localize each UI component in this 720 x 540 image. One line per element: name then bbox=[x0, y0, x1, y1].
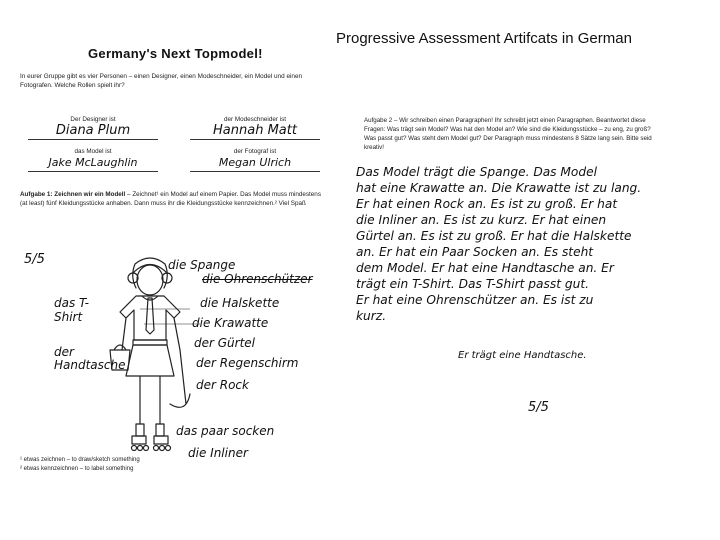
footnotes bbox=[20, 456, 325, 474]
drawing-label: die Spange bbox=[168, 258, 236, 272]
role-model bbox=[28, 148, 158, 172]
paragraph-line: an. Er hat ein Paar Socken an. Es steht bbox=[356, 245, 594, 259]
head bbox=[137, 265, 163, 295]
role-signature: Diana Plum bbox=[55, 123, 131, 138]
task1-instructions bbox=[20, 190, 325, 208]
paragraph-line: hat eine Krawatte an. Die Krawatte ist zu lang. bbox=[356, 181, 642, 195]
socks bbox=[136, 424, 164, 436]
role-signature: Hannah Matt bbox=[213, 123, 297, 138]
role-label: das Model ist bbox=[74, 148, 112, 155]
drawing-label: der Handtasche bbox=[54, 345, 126, 372]
drawing-label: der Rock bbox=[196, 378, 249, 392]
earmuff-band bbox=[133, 265, 167, 274]
paragraph-line: Gürtel an. Es ist zu groß. Er hat die Halskette bbox=[356, 229, 632, 243]
handwritten-paragraph bbox=[356, 164, 666, 324]
role-signature: Jake McLaughlin bbox=[48, 156, 138, 169]
extra-sentence: Er trägt eine Handtasche. bbox=[458, 350, 587, 361]
role-label: der Fotograf ist bbox=[233, 148, 277, 155]
paragraph-line: Er hat eine Ohrenschützer an. Es ist zu bbox=[356, 293, 594, 307]
signature-line bbox=[190, 139, 320, 140]
role-signatures bbox=[20, 116, 325, 178]
worksheet-intro: In eurer Gruppe gibt es vier Personen – einen Designer, einen Modeschneider, ein Model und einen Fotografen. Welche Rollen spielt ihr? bbox=[20, 73, 303, 89]
grade-mark: 5/5 bbox=[24, 252, 45, 267]
task1-text: – Zeichnet¹ ein Model auf einem Papier. Das Model muss mindestens (at least) fünf Kleidungsstücke anhaben. Dann muss ihr die Kleidungsstücke kennzeichnen.² Viel Spaß bbox=[20, 191, 321, 207]
paragraph-line: dem Model. Er hat eine Handtasche an. Er bbox=[356, 261, 614, 275]
left-arm bbox=[122, 318, 126, 350]
signature-line bbox=[28, 139, 158, 140]
drawing-label: die Ohrenschützer bbox=[202, 272, 313, 286]
skirt bbox=[126, 345, 174, 376]
answer-sheet bbox=[350, 112, 668, 522]
worksheet bbox=[10, 44, 335, 494]
drawing-label: die Inliner bbox=[188, 446, 248, 460]
right-arm bbox=[174, 318, 180, 350]
task1-title: Aufgabe 1: Zeichnen wir ein Modell bbox=[20, 191, 126, 198]
footnote: ¹ etwas zeichnen – to draw/sketch something bbox=[20, 457, 140, 463]
paragraph-line: Das Model trägt die Spange. Das Model bbox=[356, 165, 598, 179]
inline-skates bbox=[132, 436, 168, 444]
role-tailor bbox=[190, 116, 320, 140]
role-label: Der Designer ist bbox=[70, 116, 116, 123]
drawing-label: der Gürtel bbox=[194, 336, 256, 350]
drawing-label: die Halskette bbox=[200, 296, 280, 310]
task2-instructions: Aufgabe 2 – Wir schreiben einen Paragraphen! Ihr schreibt jetzt einen Paragraphen. Beantwortet diese Fragen: Was trägt sein Model? Was hat den Model an? Wie sind die Kleidungsstücke – zu eng, zu groß? Was passt gut? Was steht dem Model gut? Der Paragraph muss mindestens 8 Sätze lang sein. Bitte seid kreativ! bbox=[364, 117, 652, 151]
drawing-label: das paar socken bbox=[176, 424, 275, 438]
grade-mark: 5/5 bbox=[528, 400, 549, 415]
paragraph-line: trägt ein T-Shirt. Das T-Shirt passt gut. bbox=[356, 277, 589, 291]
drawing-label: der Regenschirm bbox=[196, 356, 299, 370]
worksheet-title: Germany's Next Topmodel! bbox=[88, 46, 263, 61]
signature-line bbox=[28, 171, 158, 172]
legs bbox=[140, 376, 160, 424]
tie bbox=[146, 298, 154, 334]
paragraph-line: Er hat einen Rock an. Es ist zu groß. Er hat bbox=[356, 197, 618, 211]
role-signature: Megan Ulrich bbox=[218, 156, 292, 169]
role-label: der Modeschneider ist bbox=[224, 116, 286, 123]
role-designer bbox=[28, 116, 158, 140]
belt bbox=[133, 340, 167, 345]
paragraph-line: die Inliner an. Es ist zu kurz. Er hat einen bbox=[356, 213, 607, 227]
drawing-label: die Krawatte bbox=[192, 316, 269, 330]
paragraph-line: kurz. bbox=[356, 309, 387, 323]
role-photographer bbox=[190, 148, 320, 172]
signature-line bbox=[190, 171, 320, 172]
slide-title: Progressive Assessment Artifcats in German bbox=[336, 30, 632, 47]
footnote: ² etwas kennzeichnen – to label something bbox=[20, 466, 134, 472]
drawing-label: das T-Shirt bbox=[54, 296, 89, 324]
umbrella bbox=[170, 350, 190, 407]
